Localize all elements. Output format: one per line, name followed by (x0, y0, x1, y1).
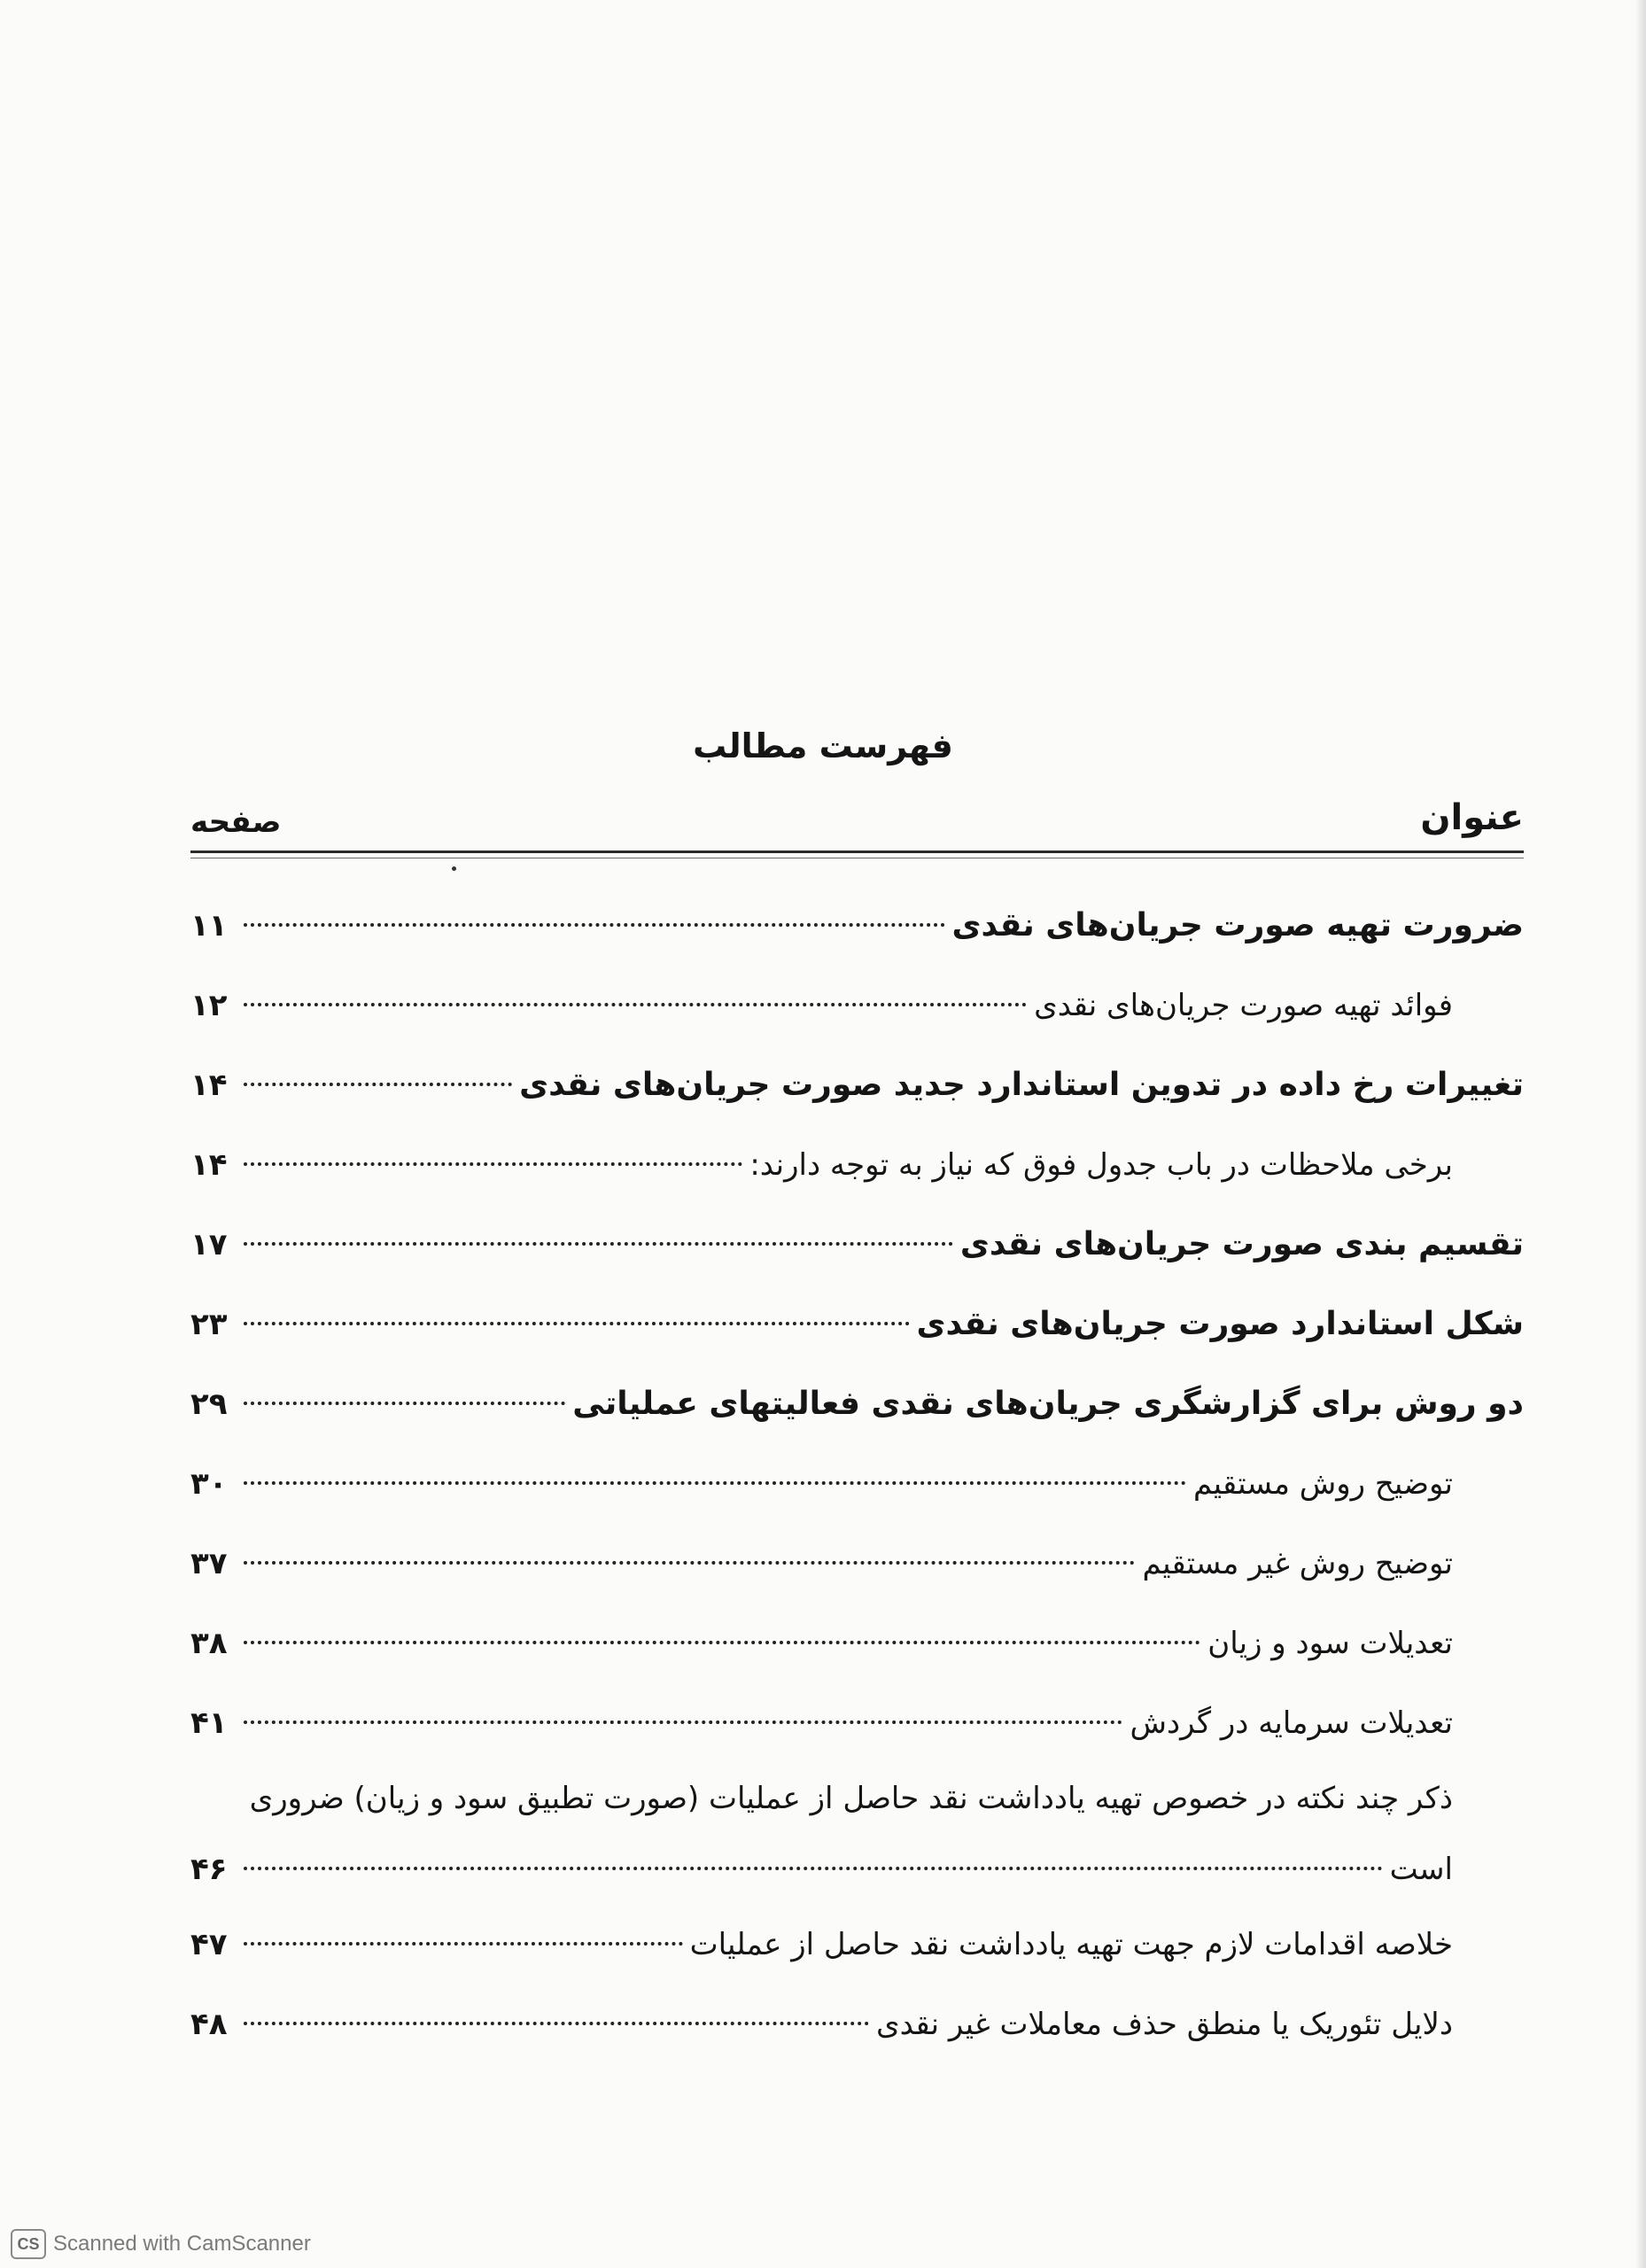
toc-entry-page: ۱۴ (190, 1068, 228, 1103)
toc-entry-page: ۴۱ (190, 1705, 228, 1741)
toc-entry-title: شکل استاندارد صورت جریان‌های نقدی (916, 1306, 1524, 1342)
toc-entry-title: دو روش برای گزارشگری جریان‌های نقدی فعالیتهای عملیاتی (572, 1386, 1524, 1422)
toc-entry-page: ۴۶ (190, 1852, 228, 1887)
toc-entry-title: تعدیلات سود و زیان (1207, 1626, 1453, 1661)
toc-entry-page: ۳۰ (190, 1466, 228, 1502)
toc-entry-title: توضیح روش غیر مستقیم (1142, 1546, 1453, 1581)
leader-dots (244, 1641, 1200, 1644)
toc-entry-page: ۳۸ (190, 1626, 228, 1661)
toc-entry[interactable] (190, 1444, 1524, 1524)
toc-entry[interactable] (190, 1524, 1524, 1604)
toc-entry[interactable] (190, 1604, 1524, 1683)
column-title-label: عنوان (1420, 797, 1524, 838)
header-rule (190, 850, 1524, 853)
leader-dots (244, 1561, 1135, 1565)
leader-dots (244, 1003, 1027, 1006)
leader-dots (244, 1402, 565, 1405)
toc-entry-title: خلاصه اقدامات لازم جهت تهیه یادداشت نقد حاصل از عملیات (689, 1927, 1453, 1962)
toc-entry-page: ۳۷ (190, 1546, 228, 1581)
watermark-text: Scanned with CamScanner (53, 2232, 311, 2256)
toc-entry[interactable] (190, 1205, 1524, 1285)
toc-entry-title: ضرورت تهیه صورت جریان‌های نقدی (951, 907, 1524, 944)
scanner-watermark (11, 2229, 311, 2259)
toc-entry-page: ۴۸ (190, 2007, 228, 2042)
toc-entry-page: ۱۱ (190, 908, 228, 944)
toc-entry-title: تعدیلات سرمایه در گردش (1130, 1705, 1453, 1741)
leader-dots (244, 1322, 910, 1325)
scan-edge-shadow (1635, 0, 1646, 2268)
leader-dots (244, 1942, 683, 1946)
toc-entries (190, 886, 1524, 2064)
toc-header-row (190, 797, 1524, 850)
toc-entry[interactable] (190, 1125, 1524, 1205)
toc-entry-title: تغییرات رخ داده در تدوین استاندارد جدید صورت جریان‌های نقدی (519, 1067, 1524, 1103)
toc-entry-page: ۲۹ (190, 1386, 228, 1422)
toc-title: فهرست مطالب (693, 726, 953, 765)
toc-entry-page: ۱۴ (190, 1147, 228, 1183)
toc-entry-page: ۲۳ (190, 1307, 228, 1342)
column-page-label: صفحه (190, 804, 282, 840)
leader-dots (244, 1083, 512, 1086)
toc-entry[interactable] (190, 1045, 1524, 1125)
toc-entry-title: برخی ملاحظات در باب جدول فوق که نیاز به توجه دارند: (749, 1147, 1453, 1183)
leader-dots (244, 1481, 1186, 1485)
camscanner-logo-icon: CS (11, 2229, 46, 2259)
toc-entry-page: ۴۷ (190, 1927, 228, 1962)
toc-entry-page: ۱۲ (190, 988, 228, 1023)
leader-dots (244, 1162, 742, 1166)
toc-entry-continuation (190, 1834, 1453, 1905)
toc-entry-title: تقسیم بندی صورت جریان‌های نقدی (959, 1226, 1524, 1262)
toc-entry[interactable] (190, 1905, 1524, 1984)
toc-entry[interactable] (190, 1683, 1524, 1763)
leader-dots (244, 923, 945, 927)
leader-dots (244, 2022, 869, 2025)
toc-entry-title: فوائد تهیه صورت جریان‌های نقدی (1034, 988, 1453, 1023)
toc-entry[interactable] (190, 1984, 1524, 2064)
toc-entry-title: ذکر چند نکته در خصوص تهیه یادداشت نقد حاصل از عملیات (صورت تطبیق سود و زیان) ضروری (249, 1781, 1453, 1816)
toc-entry-title: توضیح روش مستقیم (1193, 1466, 1453, 1502)
toc-entry-page: ۱۷ (190, 1227, 228, 1262)
toc-entry[interactable] (190, 966, 1524, 1045)
toc-entry[interactable] (190, 886, 1524, 966)
leader-dots (244, 1867, 1383, 1870)
toc-entry[interactable] (190, 1364, 1524, 1444)
toc-entry-title-cont: است (1389, 1852, 1453, 1887)
scan-speck (452, 866, 456, 871)
toc-entry[interactable] (190, 1763, 1524, 1905)
leader-dots (244, 1242, 953, 1246)
toc-entry[interactable] (190, 1285, 1524, 1364)
toc-entry-title: دلایل تئوریک یا منطق حذف معاملات غیر نقدی (875, 2007, 1453, 2042)
leader-dots (244, 1720, 1122, 1724)
